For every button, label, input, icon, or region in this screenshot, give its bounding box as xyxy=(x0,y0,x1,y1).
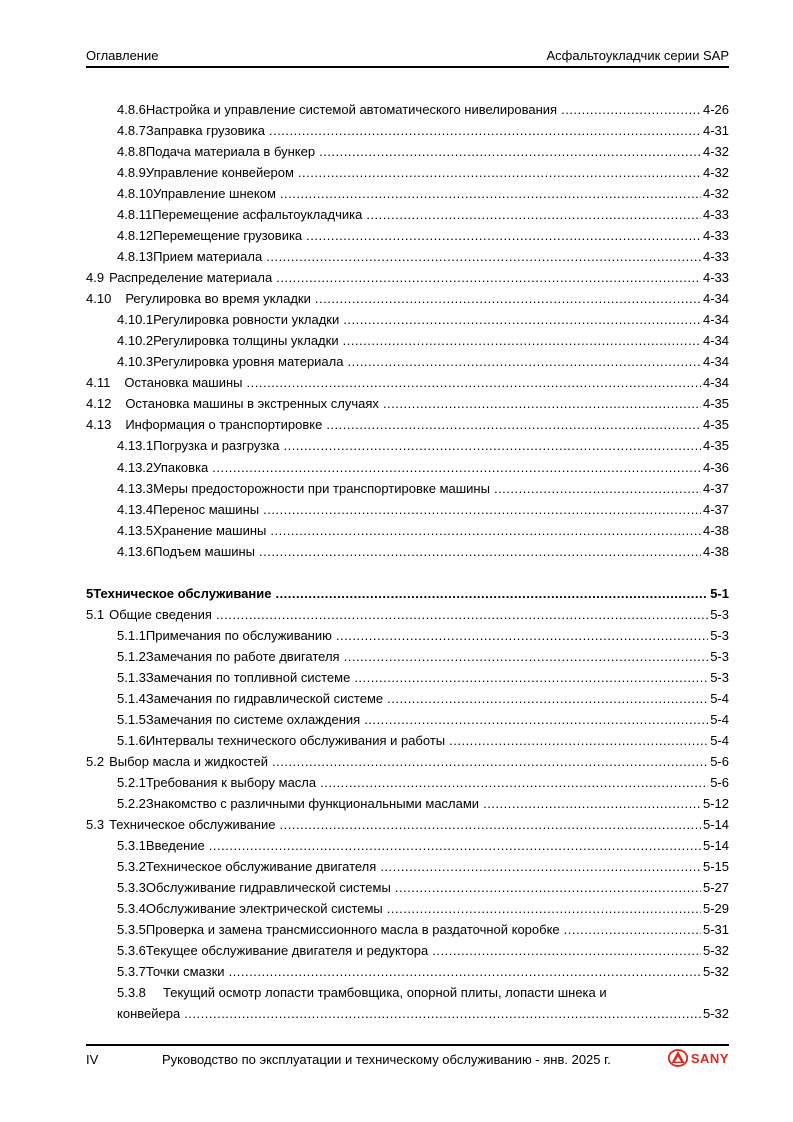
toc-entry-number: 5.1.2 xyxy=(117,648,146,664)
toc-entry-number: 4.12 xyxy=(86,396,112,412)
toc-leader-dots xyxy=(483,795,701,813)
toc-leader-dots xyxy=(229,963,701,981)
toc-entry-page: 5-32 xyxy=(702,1006,729,1022)
toc-entry-title: Остановка машины в экстренных случаях xyxy=(125,396,379,412)
toc-leader-dots xyxy=(272,753,708,771)
toc-leader-dots xyxy=(343,311,701,329)
toc-entry-page: 4-32 xyxy=(702,144,729,160)
toc-entry-page: 5-32 xyxy=(702,943,729,959)
toc-entry[interactable] xyxy=(86,269,729,287)
toc-entry-number: 5.3.7 xyxy=(117,964,146,980)
toc-entry-number: 4.8.8 xyxy=(117,144,146,160)
toc-entry-page: 5-3 xyxy=(710,606,729,622)
toc-entry-title: Точки смазки xyxy=(145,964,225,980)
toc-entry[interactable] xyxy=(117,227,729,245)
toc-entry[interactable] xyxy=(117,437,729,455)
toc-entry-number: 4.8.6 xyxy=(117,102,146,117)
toc-leader-dots xyxy=(247,374,701,392)
toc-leader-dots xyxy=(269,122,701,140)
toc-leader-dots xyxy=(212,459,701,477)
toc-leader-dots xyxy=(259,543,701,561)
toc-entry-page: 4-35 xyxy=(702,438,729,454)
toc-entry-page: 4-33 xyxy=(702,249,729,265)
toc-entry-number: 4.13.4 xyxy=(117,501,154,517)
toc-entry-title: Управление конвейером xyxy=(145,165,294,181)
toc-entry-page: 4-34 xyxy=(702,333,729,349)
footer-manual-title: Руководство по эксплуатации и техническому обслуживанию - янв. 2025 г. xyxy=(162,1052,611,1067)
toc-entry[interactable] xyxy=(117,921,729,939)
toc-entry[interactable] xyxy=(86,585,729,603)
toc-leader-dots xyxy=(283,437,701,455)
toc-leader-dots xyxy=(432,942,701,960)
toc-entry-number: 4.13.5 xyxy=(117,522,154,538)
toc-entry-number: 4.13.1 xyxy=(117,438,154,454)
toc-entry-number: 5.3.8 xyxy=(117,985,146,1001)
toc-entry-title: Замечания по гидравлической системе xyxy=(145,690,384,706)
toc-leader-dots xyxy=(216,606,708,624)
header-document-title: Асфальтоукладчик серии SAP xyxy=(546,48,729,63)
toc-leader-dots xyxy=(319,143,701,161)
toc-leader-dots xyxy=(326,416,701,434)
toc-entry-number: 4.8.7 xyxy=(117,123,146,139)
toc-entry-title: Техническое обслуживание xyxy=(109,817,276,833)
toc-entry-page: 5-12 xyxy=(702,795,729,811)
toc-entry-number: 5.3.3 xyxy=(117,880,146,896)
toc-entry[interactable] xyxy=(117,248,729,266)
toc-entry-title: Перемещение грузовика xyxy=(153,228,303,244)
toc-leader-dots xyxy=(387,690,708,708)
toc-leader-dots xyxy=(209,837,701,855)
toc-entry-title: Текущее обслуживание двигателя и редуктора xyxy=(145,943,429,959)
toc-entry-number: 5 xyxy=(86,585,94,601)
toc-entry-title: Требования к выбору масла xyxy=(145,774,317,790)
footer-page-number: IV xyxy=(86,1052,99,1067)
toc-entry-number: 4.13.2 xyxy=(117,459,154,475)
toc-entry[interactable] xyxy=(86,416,729,434)
toc-leader-dots xyxy=(449,732,708,750)
toc-entry-title: Заправка грузовика xyxy=(145,123,265,139)
toc-leader-dots xyxy=(494,480,701,498)
toc-entry[interactable] xyxy=(117,332,729,350)
toc-entry[interactable] xyxy=(86,374,729,392)
toc-entry-title: Распределение материала xyxy=(109,270,273,286)
toc-entry-number: 4.9 xyxy=(86,270,105,286)
toc-leader-dots xyxy=(336,627,708,645)
toc-entry-page: 4-38 xyxy=(702,522,729,538)
toc-entry-title: Техническое обслуживание xyxy=(93,585,272,601)
toc-entry-page: 5-14 xyxy=(702,817,729,833)
toc-entry-page: 5-14 xyxy=(702,838,729,854)
toc-entry-number: 5.1.6 xyxy=(117,732,146,748)
toc-entry-title: Упаковка xyxy=(153,459,209,475)
toc-leader-dots xyxy=(364,711,708,729)
toc-entry-page: 4-32 xyxy=(702,186,729,202)
toc-entry-number: 4.8.10 xyxy=(117,186,154,202)
toc-entry-page: 5-1 xyxy=(710,585,729,601)
toc-entry[interactable] xyxy=(117,480,729,498)
toc-entry-number: 4.8.9 xyxy=(117,165,146,181)
toc-entry-page: 4-34 xyxy=(702,291,729,307)
toc-entry-number: 4.10 xyxy=(86,291,112,307)
toc-entry-title: Текущий осмотр лопасти трамбовщика, опорной плиты, лопасти шнека и xyxy=(163,985,607,1001)
toc-leader-dots xyxy=(306,227,701,245)
toc-entry-number: 4.13.3 xyxy=(117,480,154,496)
toc-entry-number: 5.1.3 xyxy=(117,669,146,685)
toc-leader-dots xyxy=(380,858,701,876)
toc-entry-title: Обслуживание электрической системы xyxy=(145,901,383,917)
toc-entry-page: 5-3 xyxy=(710,669,729,685)
toc-entry-page: 4-35 xyxy=(702,417,729,433)
toc-entry[interactable] xyxy=(117,963,729,981)
toc-entry-title: Примечания по обслуживанию xyxy=(145,627,332,643)
toc-entry[interactable] xyxy=(117,942,729,960)
toc-leader-dots xyxy=(347,353,700,371)
toc-entry[interactable] xyxy=(117,858,729,876)
toc-entry-number: 5.2.2 xyxy=(117,795,146,811)
toc-entry-title: Регулировка ровности укладки xyxy=(153,312,340,328)
toc-entry-page: 5-27 xyxy=(702,880,729,896)
toc-entry-number: 4.8.13 xyxy=(117,249,154,265)
toc-leader-dots xyxy=(383,395,701,413)
toc-entry[interactable] xyxy=(117,984,729,1026)
toc-leader-dots xyxy=(366,206,701,224)
toc-entry-title: Хранение машины xyxy=(153,522,267,538)
toc-entry-number: 5.3 xyxy=(86,817,105,833)
toc-entry-title: Интервалы технического обслуживания и работы xyxy=(145,732,446,748)
toc-entry[interactable] xyxy=(117,459,729,477)
toc-entry-page: 4-33 xyxy=(702,270,729,286)
toc-entry-page: 4-34 xyxy=(702,375,729,391)
toc-entry[interactable] xyxy=(117,669,729,687)
toc-leader-dots xyxy=(561,101,701,119)
toc-entry-title: Перемещение асфальтоукладчика xyxy=(152,207,363,223)
toc-entry-number: 5.2 xyxy=(86,753,105,769)
toc-leader-dots xyxy=(564,921,701,939)
toc-entry[interactable] xyxy=(117,101,729,119)
toc-entry[interactable] xyxy=(117,353,729,371)
toc-entry-page: 5-6 xyxy=(710,774,729,790)
toc-entry-title: Остановка машины xyxy=(124,375,243,391)
toc-entry[interactable] xyxy=(117,501,729,519)
toc-entry[interactable] xyxy=(117,795,729,813)
toc-entry-number: 4.11 xyxy=(86,375,111,391)
toc-entry-page: 4-35 xyxy=(702,396,729,412)
toc-entry-page: 4-38 xyxy=(702,543,729,559)
toc-entry-title: Регулировка толщины укладки xyxy=(153,333,339,349)
toc-entry-page: 5-32 xyxy=(702,964,729,980)
toc-entry-title: Общие сведения xyxy=(109,606,212,622)
toc-entry[interactable] xyxy=(117,143,729,161)
toc-leader-dots xyxy=(354,669,708,687)
toc-entry-page: 4-33 xyxy=(702,228,729,244)
toc-leader-dots xyxy=(266,248,701,266)
toc-entry-number: 5.3.1 xyxy=(117,838,146,854)
toc-entry-title: Меры предосторожности при транспортировке машины xyxy=(153,480,490,496)
toc-entry[interactable] xyxy=(117,732,729,750)
toc-entry[interactable] xyxy=(117,122,729,140)
toc-entry-title: Проверка и замена трансмиссионного масла в раздаточной коробке xyxy=(145,922,560,938)
toc-entry-number: 4.13 xyxy=(86,417,112,433)
toc-leader-dots xyxy=(280,185,701,203)
toc-leader-dots xyxy=(343,332,701,350)
toc-entry[interactable] xyxy=(117,543,729,561)
toc-leader-dots xyxy=(276,269,701,287)
toc-entry-title: Подъем машины xyxy=(153,543,256,559)
toc-entry-page: 4-33 xyxy=(702,207,729,223)
toc-entry-title: Настройка и управление системой автоматического нивелирования xyxy=(145,102,558,117)
toc-entry-page: 4-34 xyxy=(702,354,729,370)
toc-entry-page: 5-4 xyxy=(710,711,729,727)
toc-entry[interactable] xyxy=(117,774,729,792)
toc-entry-page: 5-15 xyxy=(702,859,729,875)
toc-entry[interactable] xyxy=(117,185,729,203)
toc-entry-page: 5-31 xyxy=(702,922,729,938)
toc-entry-number: 5.1 xyxy=(86,606,105,622)
toc-entry[interactable] xyxy=(117,311,729,329)
toc-entry-number: 5.3.5 xyxy=(117,922,146,938)
toc-entry-number: 4.10.1 xyxy=(117,312,154,328)
toc-leader-dots xyxy=(320,774,708,792)
toc-entry-number: 4.10.3 xyxy=(117,354,154,370)
toc-entry[interactable] xyxy=(117,522,729,540)
toc-entry-page: 4-32 xyxy=(702,165,729,181)
toc-entry-page: 5-3 xyxy=(710,648,729,664)
toc-entry-title: Прием материала xyxy=(153,249,263,265)
toc-entry-title: Погрузка и разгрузка xyxy=(153,438,280,454)
toc-entry-title: Обслуживание гидравлической системы xyxy=(145,880,391,896)
header-section-title: Оглавление xyxy=(86,48,159,63)
sany-logo-word: SANY xyxy=(690,1050,729,1066)
toc-entry-page: 4-37 xyxy=(702,501,729,517)
toc-entry-number: 5.3.6 xyxy=(117,943,146,959)
toc-entry-number: 5.1.1 xyxy=(117,627,146,643)
sany-logo-icon xyxy=(668,1049,688,1067)
toc-leader-dots xyxy=(279,816,701,834)
toc-leader-dots xyxy=(395,879,701,897)
toc-entry-title: Регулировка во время укладки xyxy=(125,291,311,307)
toc-entry-title: Знакомство с различными функциональными маслами xyxy=(145,795,480,811)
toc-entry-page: 4-37 xyxy=(702,480,729,496)
toc-entry-page: 4-34 xyxy=(702,312,729,328)
toc-entry-title: Регулировка уровня материала xyxy=(153,354,344,370)
toc-leader-dots xyxy=(270,522,701,540)
toc-entry-page: 5-3 xyxy=(710,627,729,643)
toc-entry[interactable] xyxy=(117,879,729,897)
toc-entry-title: Введение xyxy=(145,838,205,854)
toc-entry[interactable] xyxy=(117,206,729,224)
toc-entry[interactable] xyxy=(86,395,729,413)
toc-entry[interactable] xyxy=(117,164,729,182)
toc-entry[interactable] xyxy=(86,753,729,771)
toc-entry-number: 5.3.2 xyxy=(117,859,146,875)
toc-entry-page: 5-4 xyxy=(710,690,729,706)
toc-entry[interactable] xyxy=(117,690,729,708)
toc-entry-title: Замечания по системе охлаждения xyxy=(145,711,361,727)
toc-entry-number: 4.10.2 xyxy=(117,333,154,349)
toc-entry-title-continued: конвейера xyxy=(117,1006,181,1022)
toc-entry-number: 5.2.1 xyxy=(117,774,146,790)
toc-leader-dots xyxy=(275,585,708,603)
toc-entry-title: Информация о транспортировке xyxy=(125,417,323,433)
toc-entry-title: Выбор масла и жидкостей xyxy=(109,753,268,769)
toc-entry-page: 4-31 xyxy=(702,123,729,139)
toc-entry-title: Перенос машины xyxy=(153,501,260,517)
toc-entry-number: 4.8.12 xyxy=(117,228,154,244)
toc-entry-page: 5-29 xyxy=(702,901,729,917)
toc-entry[interactable] xyxy=(86,816,729,834)
toc-entry[interactable] xyxy=(117,648,729,666)
toc-entry[interactable] xyxy=(117,711,729,729)
toc-entry-number: 5.3.4 xyxy=(117,901,146,917)
toc-entry-number: 4.8.11 xyxy=(117,207,153,223)
toc-leader-dots xyxy=(184,1005,701,1023)
toc-entry-title: Замечания по работе двигателя xyxy=(145,648,340,664)
toc-leader-dots xyxy=(263,501,701,519)
toc-entry[interactable] xyxy=(117,837,729,855)
toc-entry-page: 5-4 xyxy=(710,732,729,748)
toc-leader-dots xyxy=(344,648,709,666)
toc-leader-dots xyxy=(315,290,701,308)
toc-entry-number: 4.13.6 xyxy=(117,543,154,559)
toc-entry-page: 4-36 xyxy=(702,459,729,475)
toc-entry-title: Подача материала в бункер xyxy=(145,144,316,160)
toc-entry-title: Техническое обслуживание двигателя xyxy=(145,859,377,875)
toc-entry-number: 5.1.4 xyxy=(117,690,146,706)
toc-leader-dots xyxy=(387,900,701,918)
toc-entry[interactable] xyxy=(86,290,729,308)
toc-entry[interactable] xyxy=(117,900,729,918)
sany-logo xyxy=(668,1049,729,1067)
toc-entry[interactable] xyxy=(117,627,729,645)
page-footer xyxy=(86,1044,729,1072)
toc-entry[interactable] xyxy=(86,606,729,624)
toc-entry-page: 4-26 xyxy=(702,102,729,117)
toc-leader-dots xyxy=(298,164,701,182)
toc-entry-title: Управление шнеком xyxy=(153,186,276,202)
toc-entry-page: 5-6 xyxy=(710,753,729,769)
toc-entry-title: Замечания по топливной системе xyxy=(145,669,351,685)
toc-entry-number: 5.1.5 xyxy=(117,711,146,727)
